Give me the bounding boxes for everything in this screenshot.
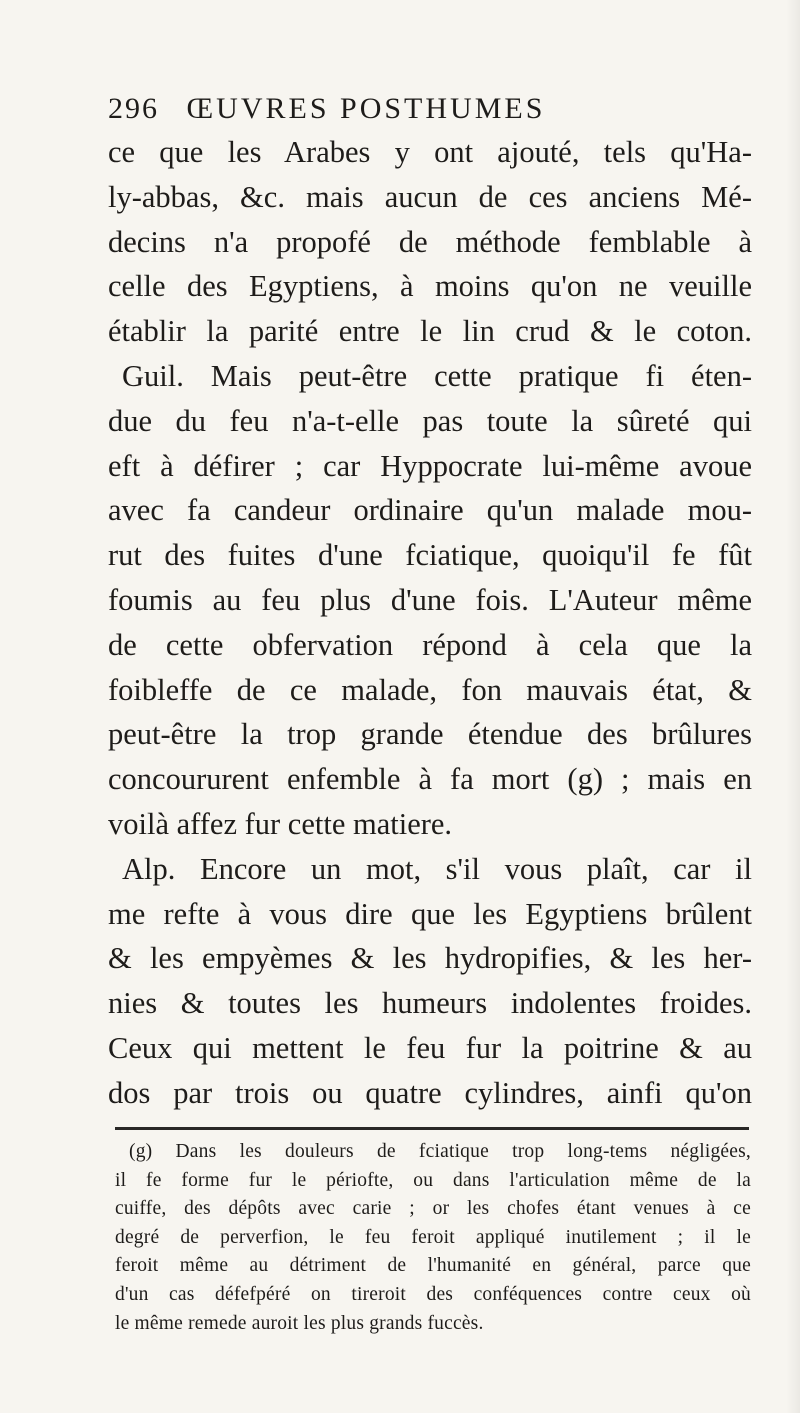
text-line: me refte à vous dire que les Egyptiens brûlent: [108, 896, 752, 931]
footnote-line: d'un cas défefpéré on tireroit des conféquences contre ceux où: [115, 1283, 751, 1305]
footnote-rule: [115, 1127, 749, 1130]
text-line: foibleffe de ce malade, fon mauvais état, &: [108, 672, 752, 707]
footnote: [115, 1138, 751, 1338]
text-line: Ceux qui mettent le feu fur la poitrine & au: [108, 1030, 752, 1065]
text-line: nies & toutes les humeurs indolentes froides.: [108, 986, 752, 1021]
text-line: peut-être la trop grande étendue des brûlures: [108, 717, 752, 752]
text-line: voilà affez fur cette matiere.: [108, 806, 453, 841]
text-line: due du feu n'a-t-elle pas toute la sûreté qui: [108, 403, 752, 438]
footnote-line: (g) Dans les douleurs de fciatique trop long-tems négligées,: [129, 1141, 751, 1162]
footnote-line: feroit même au détriment de l'humanité en général, parce que: [115, 1255, 751, 1277]
text-line: ly-abbas, &c. mais aucun de ces anciens Mé-: [108, 179, 752, 214]
text-line: decins n'a propofé de méthode femblable à: [108, 224, 752, 259]
text-line: Guil. Mais peut-être cette pratique fi éten-: [122, 358, 752, 393]
text-line: établir la parité entre le lin crud & le coton.: [108, 314, 752, 349]
running-header: [108, 92, 748, 132]
text-line: concoururent enfemble à fa mort (g) ; mais en: [108, 762, 752, 797]
footnote-line: cuiffe, des dépôts avec carie ; or les chofes étant venues à ce: [115, 1198, 751, 1220]
main-text: [108, 130, 752, 1116]
text-line: avec fa candeur ordinaire qu'un malade mou-: [108, 493, 752, 528]
text-line: Alp. Encore un mot, s'il vous plaît, car il: [122, 851, 752, 886]
text-line: celle des Egyptiens, à moins qu'on ne veuille: [108, 269, 752, 304]
page-number: 296: [108, 92, 159, 125]
text-line: dos par trois ou quatre cylindres, ainfi qu'on: [108, 1075, 752, 1110]
text-line: & les empyèmes & les hydropifies, & les her-: [108, 941, 752, 976]
text-line: de cette obfervation répond à cela que la: [108, 627, 752, 662]
running-title: ŒUVRES POSTHUMES: [186, 92, 546, 125]
footnote-line: degré de perverfion, le feu feroit appliqué inutilement ; il le: [115, 1226, 751, 1248]
text-line: rut des fuites d'une fciatique, quoiqu'il fe fût: [108, 538, 752, 573]
text-line: ce que les Arabes y ont ajouté, tels qu'Ha-: [108, 135, 752, 169]
page-edge-shadow: [786, 0, 800, 1413]
text-line: foumis au feu plus d'une fois. L'Auteur même: [108, 582, 752, 617]
footnote-line: le même remede auroit les plus grands fuccès.: [115, 1312, 484, 1334]
text-line: eft à défirer ; car Hyppocrate lui-même avoue: [108, 448, 752, 483]
footnote-line: il fe forme fur le périofte, ou dans l'articulation même de la: [115, 1169, 751, 1191]
